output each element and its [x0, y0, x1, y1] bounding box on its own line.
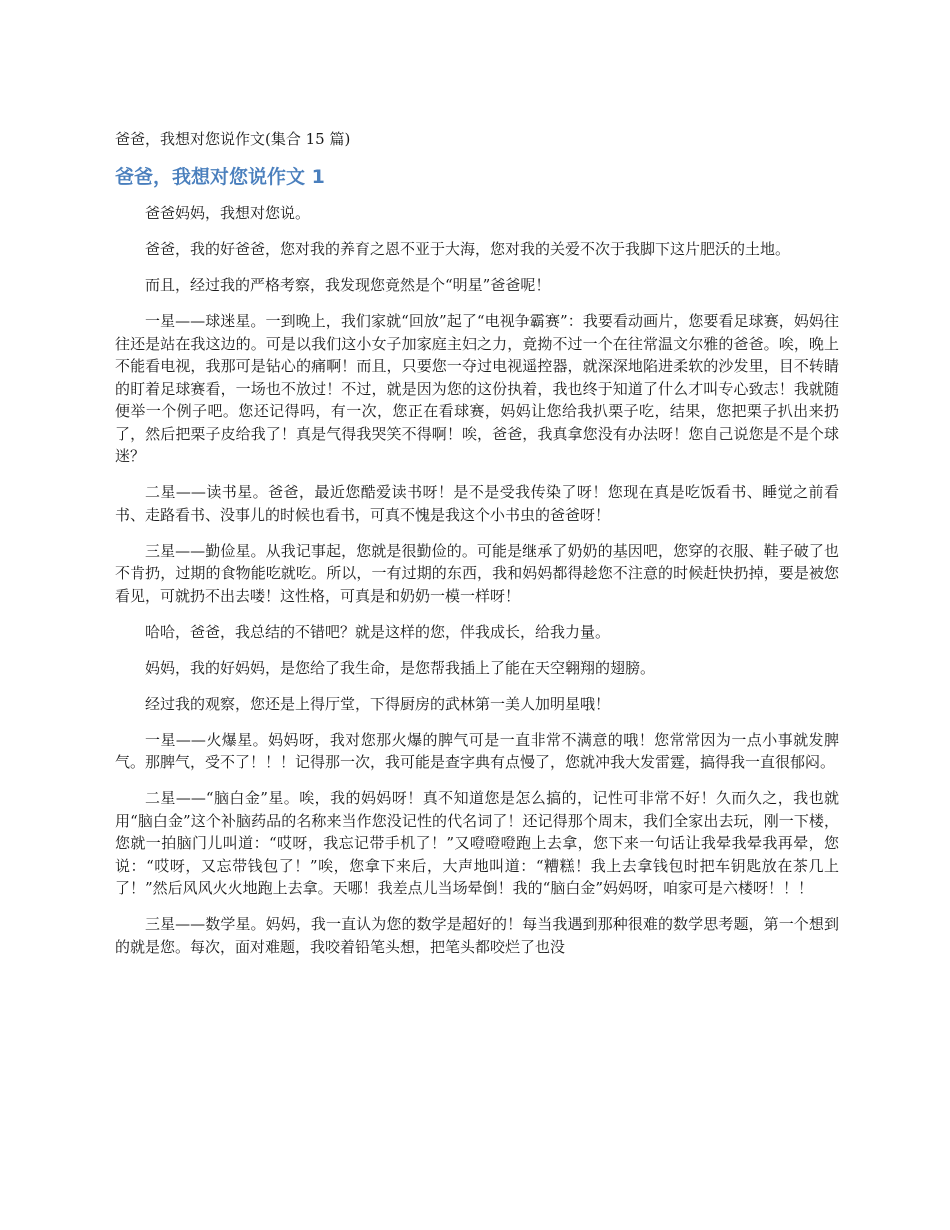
document-title: 爸爸，我想对您说作文(集合 15 篇): [115, 130, 351, 148]
paragraph: 爸爸，我的好爸爸，您对我的养育之恩不亚于大海，您对我的关爱不次于我脚下这片肥沃的土地。: [145, 240, 791, 258]
paragraph: 经过我的观察，您还是上得厅堂，下得厨房的武林第一美人加明星哦！: [145, 694, 611, 713]
paragraph: 三星——数学星。妈妈，我一直认为您的数学是超好的！每当我遇到那种很难的数学思考题，第一个想到的就是您。每次，面对难题，我咬着铅笔头想，把笔头都咬烂了也没: [115, 915, 839, 956]
section-heading: 爸爸，我想对您说作文 1: [115, 166, 325, 188]
paragraph: 一星——火爆星。妈妈呀，我对您那火爆的脾气可是一直非常不满意的哦！您常常因为一点小事就发脾气。那脾气，受不了！！！记得那一次，我可能是查字典有点慢了，您就冲我大发雷霆，搞得我一直很郁闷。: [115, 730, 839, 771]
paragraph: 一星——球迷星。一到晚上，我们家就“回放”起了“电视争霸赛”：我要看动画片，您要看足球赛，妈妈往往还是站在我这边的。可是以我们这小女子加家庭主妇之力，竟拗不过一个在往常温文尔雅的爸爸。唉，晚上不能看电视，我那可是钻心的痛啊！而且，只要您一夺过电视遥控器，就深深地陷进柔软的沙发里，目不转睛的盯着足球赛看，一场也不放过！不过，就是因为您的这份执着，我也终于知道了什么才叫专心致志！我就随便举一个例子吧。您还记得吗，有一次，您正在看球赛，妈妈让您给我扒栗子吃，结果，您把栗子扒出来扔了，然后把栗子皮给我了！真是气得我哭笑不得啊！唉，爸爸，我真拿您没有办法呀！您自己说您是不是个球迷？: [115, 312, 839, 465]
paragraph: 三星——勤俭星。从我记事起，您就是很勤俭的。可能是继承了奶奶的基因吧，您穿的衣服、鞋子破了也不肯扔，过期的食物能吃就吃。所以，一有过期的东西，我和妈妈都得趁您不注意的时候赶快扔掉，要是被您看见，可就扔不出去喽！这性格，可真是和奶奶一模一样呀！: [115, 541, 839, 605]
paragraph: 而且，经过我的严格考察，我发现您竟然是个“明星”爸爸呢！: [145, 276, 551, 294]
paragraph: 爸爸妈妈，我想对您说。: [145, 204, 311, 222]
paragraph: 二星——读书星。爸爸，最近您酷爱读书呀！是不是受我传染了呀！您现在真是吃饭看书、睡觉之前看书、走路看书、没事儿的时候也看书，可真不愧是我这个小书虫的爸爸呀！: [115, 483, 839, 524]
paragraph: 二星——“脑白金”星。唉，我的妈妈呀！真不知道您是怎么搞的，记性可非常不好！久而久之，我也就用“脑白金”这个补脑药品的名称来当作您没记性的代名词了！还记得那个周末，我们全家出去玩，刚一下楼，您就一拍脑门儿叫道：“哎呀，我忘记带手机了！”又噔噔噔跑上去拿，您下来一句话让我晕我晕我再晕，您说：“哎呀，又忘带钱包了！”唉，您拿下来后，大声地叫道：“糟糕！我上去拿钱包时把车钥匙放在茶几上了！”然后风风火火地跑上去拿。天哪！我差点儿当场晕倒！我的“脑白金”妈妈呀，咱家可是六楼呀！！！: [115, 789, 839, 897]
document-page: [115, 128, 839, 972]
paragraph: 哈哈，爸爸，我总结的不错吧？就是这样的您，伴我成长，给我力量。: [145, 622, 611, 641]
paragraph: 妈妈，我的好妈妈，是您给了我生命，是您帮我插上了能在天空翱翔的翅膀。: [145, 658, 656, 677]
